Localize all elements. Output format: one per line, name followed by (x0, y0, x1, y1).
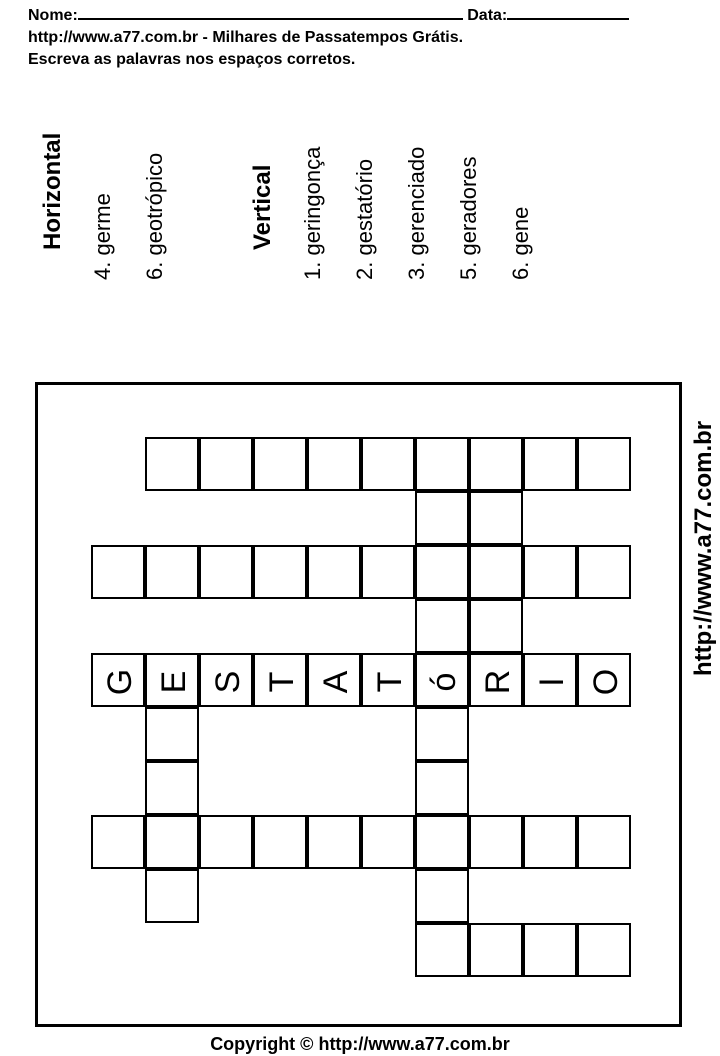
grid-cell[interactable] (253, 545, 307, 599)
grid-cell[interactable] (577, 437, 631, 491)
grid-cell[interactable] (199, 437, 253, 491)
grid-cell[interactable] (577, 815, 631, 869)
name-label: Nome: (28, 7, 78, 24)
clue-horizontal-4: 4. germe (90, 193, 115, 280)
grid-cell[interactable] (415, 869, 469, 923)
grid-cell[interactable] (415, 761, 469, 815)
grid-cell[interactable] (469, 653, 523, 707)
instruction-line: Escreva as palavras nos espaços corretos. (28, 51, 356, 68)
grid-letter: E (154, 670, 193, 694)
grid-cell[interactable] (307, 653, 361, 707)
grid-cell[interactable] (469, 599, 523, 653)
clue-vertical-3: 3. gerenciado (404, 146, 429, 280)
grid-letter: R (478, 669, 517, 695)
grid-cell[interactable] (199, 653, 253, 707)
grid-cell[interactable] (523, 653, 577, 707)
grid-cell[interactable] (91, 545, 145, 599)
grid-cell[interactable] (469, 545, 523, 599)
grid-cell[interactable] (253, 815, 307, 869)
grid-cell[interactable] (523, 437, 577, 491)
grid-cell[interactable] (91, 815, 145, 869)
header-name-date (28, 4, 629, 26)
grid-cell[interactable] (415, 707, 469, 761)
date-blank-line[interactable] (507, 4, 629, 20)
grid-cell[interactable] (145, 437, 199, 491)
date-label: Data: (467, 7, 508, 24)
grid-cell[interactable] (469, 491, 523, 545)
grid-cell[interactable] (415, 491, 469, 545)
grid-cell[interactable] (415, 599, 469, 653)
grid-letter: O (586, 668, 625, 696)
grid-cell[interactable] (91, 653, 145, 707)
grid-cell[interactable] (361, 545, 415, 599)
grid-cell[interactable] (415, 815, 469, 869)
grid-cell[interactable] (577, 653, 631, 707)
site-line: http://www.a77.com.br - Milhares de Passatempos Grátis. (28, 29, 464, 46)
grid-letter: A (316, 670, 355, 694)
clue-horizontal-title: Horizontal (39, 132, 66, 250)
side-url: http://www.a77.com.br (690, 420, 717, 676)
grid-cell[interactable] (199, 545, 253, 599)
grid-cell[interactable] (469, 437, 523, 491)
clue-horizontal-6: 6. geotrópico (142, 152, 167, 280)
grid-cell[interactable] (415, 545, 469, 599)
clue-vertical-2: 2. gestatório (352, 158, 377, 280)
name-blank-line[interactable] (78, 4, 463, 20)
grid-cell[interactable] (577, 923, 631, 977)
grid-cell[interactable] (469, 815, 523, 869)
grid-cell[interactable] (523, 923, 577, 977)
grid-cell[interactable] (523, 545, 577, 599)
grid-letter: T (262, 671, 301, 693)
clue-vertical-5: 5. geradores (456, 156, 481, 280)
grid-cell[interactable] (361, 653, 415, 707)
grid-letter: T (370, 671, 409, 693)
grid-cell[interactable] (145, 815, 199, 869)
clue-vertical-6: 6. gene (508, 206, 533, 280)
grid-letter: S (208, 670, 247, 694)
grid-cell[interactable] (145, 869, 199, 923)
grid-cell[interactable] (307, 545, 361, 599)
grid-letter: ó (424, 672, 463, 692)
grid-cell[interactable] (199, 815, 253, 869)
grid-cell[interactable] (523, 815, 577, 869)
grid-cell[interactable] (361, 815, 415, 869)
grid-letter: G (100, 668, 139, 696)
grid-cell[interactable] (145, 761, 199, 815)
grid-cell[interactable] (415, 653, 469, 707)
grid-cell[interactable] (145, 707, 199, 761)
grid-letter: I (532, 677, 571, 687)
grid-cell[interactable] (415, 923, 469, 977)
clue-vertical-title: Vertical (249, 164, 276, 250)
grid-cell[interactable] (415, 437, 469, 491)
grid-cell[interactable] (145, 653, 199, 707)
grid-cell[interactable] (361, 437, 415, 491)
grid-cell[interactable] (307, 815, 361, 869)
grid-cell[interactable] (253, 437, 307, 491)
grid-cell[interactable] (253, 653, 307, 707)
grid-cell[interactable] (145, 545, 199, 599)
footer-copyright: Copyright © http://www.a77.com.br (210, 1034, 510, 1054)
clue-vertical-1: 1. geringonça (300, 146, 325, 280)
grid-cell[interactable] (307, 437, 361, 491)
grid-cell[interactable] (469, 923, 523, 977)
grid-cell[interactable] (577, 545, 631, 599)
